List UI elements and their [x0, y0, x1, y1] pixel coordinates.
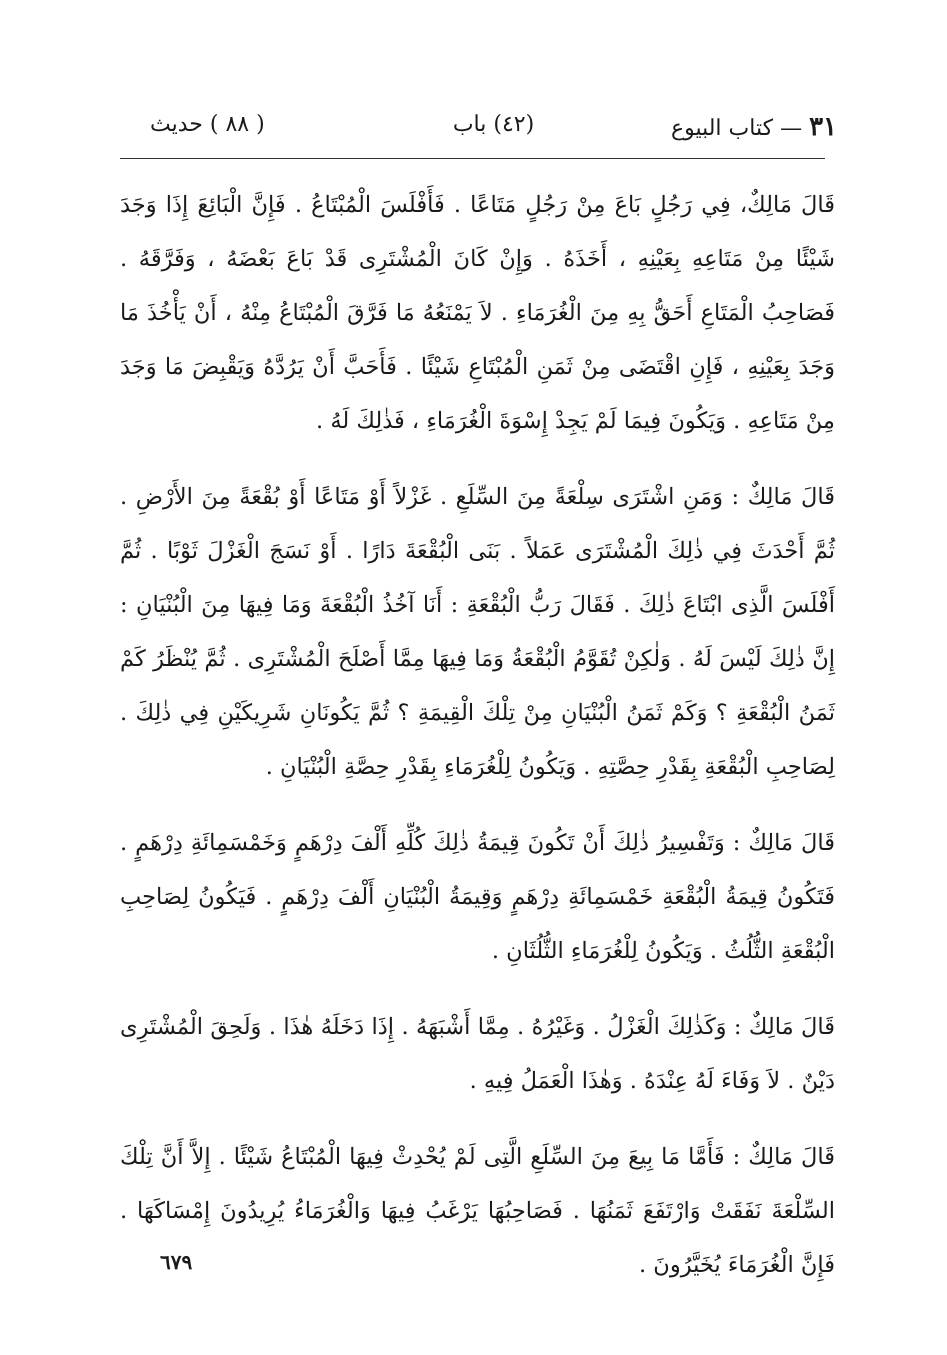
paragraph: قَالَ مَالِكٌ : وَمَنِ اشْتَرَى سِلْعَةً مِنَ السِّلَعِ . غَزْلاً أَوْ مَتَاعًا أَوْ بُقْعَةً مِنَ الأَرْضِ . ثُمَّ أَحْدَثَ فِي ذٰلِكَ الْمُشْتَرَى عَمَلاً . بَنَى الْبُقْعَةَ دَارًا . أَوْ نَسَجَ الْغَزْلَ ثَوْبًا . ثُمَّ أَفْلَسَ الَّذِى ابْتَاعَ ذٰلِكَ . فَقَالَ رَبُّ الْبُقْعَةِ : أَنَا آخُذُ الْبُقْعَةَ وَمَا فِيهَا مِنَ الْبُنْيَانِ : إِنَّ ذٰلِكَ لَيْسَ لَهُ . وَلٰكِنْ تُقَوَّمُ الْبُقْعَةُ وَمَا فِيهَا مِمَّا أَصْلَحَ الْمُشْتَرِى . ثُمَّ يُنْظَرُ كَمْ ثَمَنُ الْبُقْعَةِ ؟ وَكَمْ ثَمَنُ الْبُنْيَانِ مِنْ تِلْكَ الْقِيمَةِ ؟ ثُمَّ يَكُونَانِ شَرِيكَيْنِ فِي ذٰلِكَ . لِصَاحِبِ الْبُقْعَةِ بِقَدْرِ حِصَّتِهِ . وَيَكُونُ لِلْغُرَمَاءِ بِقَدْرِ حِصَّةِ الْبُنْيَانِ .: [120, 484, 835, 780]
hadith-label: ( ٨٨ ) حديث: [150, 112, 265, 137]
chapter-separator: —: [780, 116, 803, 141]
paragraph: قَالَ مَالِكٌ : فَأَمَّا مَا بِيعَ مِنَ السِّلَعِ الَّتِى لَمْ يُحْدِثْ فِيهَا الْمُبْتَاعُ شَيْئًا . إِلاَّ أَنَّ تِلْكَ السِّلْعَةَ نَفَقَتْ وَارْتَفَعَ ثَمَنُهَا . فَصَاحِبُهَا يَرْغَبُ فِيهَا وَالْغُرَمَاءُ يُرِيدُونَ إِمْسَاكَهَا . فَإِنَّ الْغُرَمَاءَ يُخَيَّرُونَ .: [120, 1144, 835, 1278]
chapter-number: ٣١: [809, 112, 837, 142]
section-label: (٤٢) باب: [452, 112, 535, 137]
running-header: [150, 112, 837, 152]
main-text: [120, 178, 835, 1314]
chapter-title: كتاب البيوع: [670, 116, 774, 141]
paragraph: قَالَ مَالِكٌ : وَكَذٰلِكَ الْغَزْلُ . وَغَيْرُهُ . مِمَّا أَشْبَهَهُ . إِذَا دَخَلَهُ هٰذَا . وَلَحِقَ الْمُشْتَرِى دَيْنٌ . لاَ وَفَاءَ لَهُ عِنْدَهُ . وَهٰذَا الْعَمَلُ فِيهِ .: [120, 1014, 835, 1094]
paragraph: قَالَ مَالِكٌ : وَتَفْسِيرُ ذٰلِكَ أَنْ تَكُونَ قِيمَةُ ذٰلِكَ كُلِّهِ أَلْفَ دِرْهَمٍ وَخَمْسَمِائَةِ دِرْهَمٍ . فَتَكُونُ قِيمَةُ الْبُقْعَةِ خَمْسَمِائَةِ دِرْهَمٍ وَقِيمَةُ الْبُنْيَانِ أَلْفَ دِرْهَمٍ . فَيَكُونُ لِصَاحِبِ الْبُقْعَةِ الثُّلُثُ . وَيَكُونُ لِلْغُرَمَاءِ الثُّلُثَانِ .: [120, 830, 835, 964]
page-number: ٦٧٩: [160, 1250, 193, 1274]
paragraph: قَالَ مَالِكٌ، فِي رَجُلٍ بَاعَ مِنْ رَجُلٍ مَتَاعًا . فَأَفْلَسَ الْمُبْتَاعُ . فَإِنَّ الْبَائِعَ إِذَا وَجَدَ شَيْئًا مِنْ مَتَاعِهِ بِعَيْنِهِ ، أَخَذَهُ . وَإِنْ كَانَ الْمُشْتَرِى قَدْ بَاعَ بَعْضَهُ ، وَفَرَّقَهُ . فَصَاحِبُ الْمَتَاعِ أَحَقُّ بِهِ مِنَ الْغُرَمَاءِ . لاَ يَمْنَعُهُ مَا فَرَّقَ الْمُبْتَاعُ مِنْهُ ، أَنْ يَأْخُذَ مَا وَجَدَ بِعَيْنِهِ ، فَإِنِ اقْتَضَى مِنْ ثَمَنِ الْمُبْتَاعِ شَيْئًا . فَأَحَبَّ أَنْ يَرُدَّهُ وَيَقْبِضَ مَا وَجَدَ مِنْ مَتَاعِهِ . وَيَكُونَ فِيمَا لَمْ يَجِدْ إِسْوَةَ الْغُرَمَاءِ ، فَذٰلِكَ لَهُ .: [120, 192, 835, 434]
header-rule: [120, 158, 825, 159]
